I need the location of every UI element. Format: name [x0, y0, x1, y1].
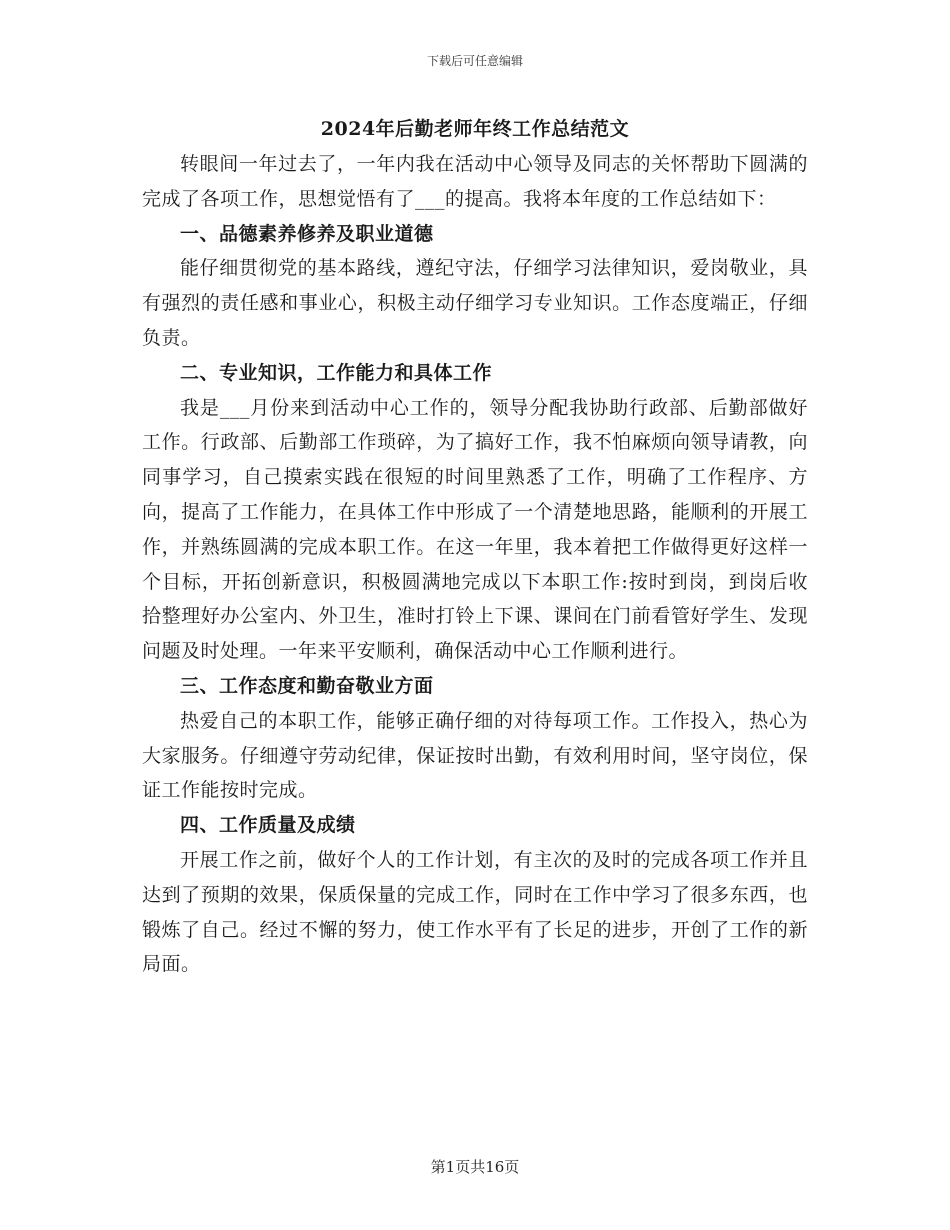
section-heading-4: 四、工作质量及成绩	[180, 814, 356, 837]
section-heading-1: 一、品德素养修养及职业道德	[180, 222, 434, 245]
section-heading-3: 三、工作态度和勤奋敬业方面	[180, 674, 434, 697]
section-body-4: 开展工作之前，做好个人的工作计划，有主次的及时的完成各项工作并且达到了预期的效果，保质保量的完成工作，同时在工作中学习了很多东西，也锻炼了自己。经过不懈的努力，使工作水平有了长足的进步，开创了工作的新局面。	[142, 848, 808, 976]
section-body-1: 能仔细贯彻党的基本路线，遵纪守法，仔细学习法律知识，爱岗敬业，具有强烈的责任感和事业心，积极主动仔细学习专业知识。工作态度端正，仔细负责。	[142, 257, 808, 349]
section-heading-2: 二、专业知识，工作能力和具体工作	[180, 361, 493, 384]
intro-paragraph: 转眼间一年过去了，一年内我在活动中心领导及同志的关怀帮助下圆满的完成了各项工作，思想觉悟有了___的提高。我将本年度的工作总结如下：	[142, 153, 808, 210]
document-title: 2024年后勤老师年终工作总结范文	[320, 118, 630, 140]
document-body	[142, 147, 808, 982]
header-note: 下载后可任意编辑	[426, 54, 523, 68]
section-body-2: 我是___月份来到活动中心工作的，领导分配我协助行政部、后勤部做好工作。行政部、后勤部工作琐碎，为了搞好工作，我不怕麻烦向领导请教，向同事学习，自己摸索实践在很短的时间里熟悉了工作，明确了工作程序、方向，提高了工作能力，在具体工作中形成了一个清楚地思路，能顺利的开展工作，并熟练圆满的完成本职工作。在这一年里，我本着把工作做得更好这样一个目标，开拓创新意识，积极圆满地完成以下本职工作:按时到岗，到岗后收拾整理好办公室内、外卫生，准时打铃上下课、课间在门前看管好学生、发现问题及时处理。一年来平安顺利，确保活动中心工作顺利进行。	[142, 396, 808, 663]
page-footer: 第1页共16页	[430, 1158, 520, 1176]
section-body-3: 热爱自己的本职工作，能够正确仔细的对待每项工作。工作投入，热心为大家服务。仔细遵守劳动纪律，保证按时出勤，有效利用时间，坚守岗位，保证工作能按时完成。	[142, 709, 808, 802]
